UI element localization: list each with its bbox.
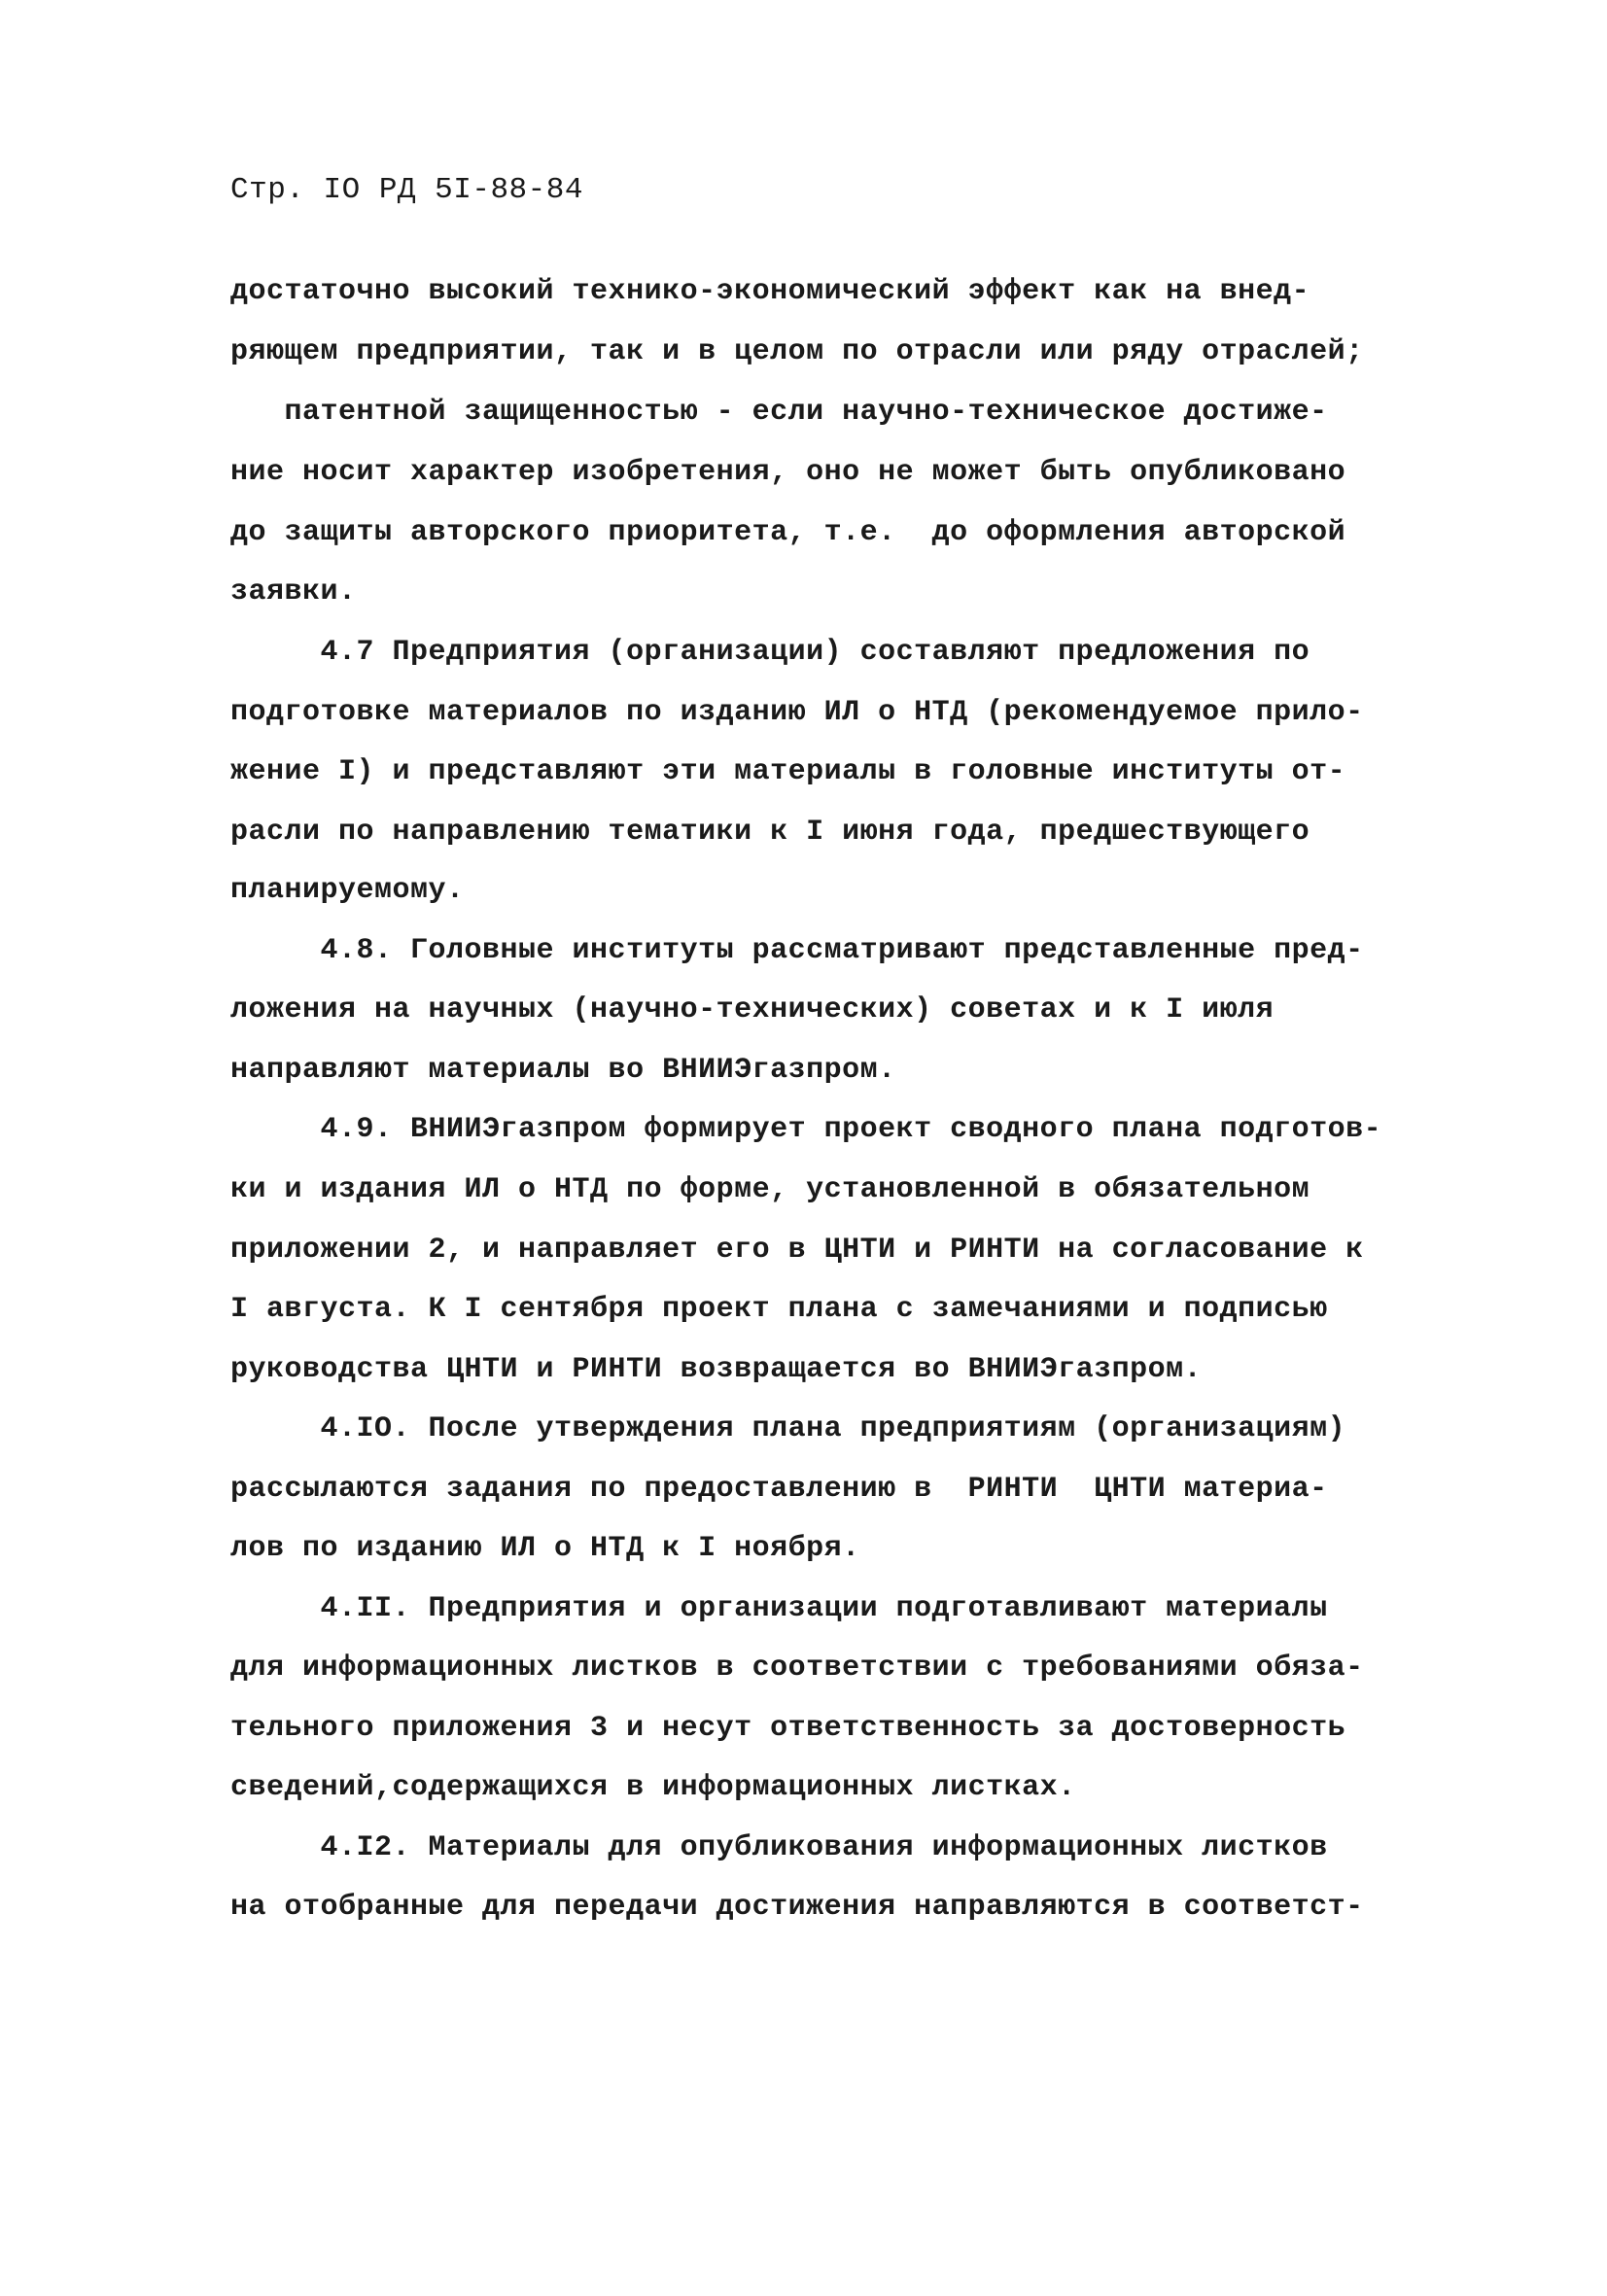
text-line: I августа. К I сентября проект плана с замечаниями и подписью	[230, 1293, 1328, 1326]
text-line: лов по изданию ИЛ о НТД к I ноября.	[230, 1532, 860, 1565]
text-line: заявки.	[230, 575, 357, 609]
text-line: сведений,содержащихся в информационных листках.	[230, 1771, 1076, 1804]
text-line: 4.7 Предприятия (организации) составляют предложения по	[230, 636, 1310, 669]
text-line: ние носит характер изобретения, оно не может быть опубликовано	[230, 456, 1346, 489]
text-line: до защиты авторского приоритета, т.е. до оформления авторской	[230, 516, 1346, 549]
text-line: рассылаются задания по предоставлению в РИНТИ ЦНТИ материа-	[230, 1473, 1328, 1506]
text-line: 4.II. Предприятия и организации подготавливают материалы	[230, 1592, 1328, 1625]
text-line: расли по направлению тематики к I июня года, предшествующего	[230, 816, 1310, 849]
text-line: направляют материалы во ВНИИЭгазпром.	[230, 1054, 896, 1087]
text-line: подготовке материалов по изданию ИЛ о НТД (рекомендуемое прило-	[230, 696, 1364, 729]
text-line: на отобранные для передачи достижения направляются в соответст-	[230, 1891, 1364, 1924]
text-line: тельного приложения 3 и несут ответственность за достоверность	[230, 1712, 1346, 1745]
text-line: патентной защищенностью - если научно-техническое достиже-	[230, 396, 1328, 429]
text-line: жение I) и представляют эти материалы в головные институты от-	[230, 755, 1346, 788]
text-line: достаточно высокий технико-экономический эффект как на внед-	[230, 275, 1310, 308]
text-line: для информационных листков в соответствии с требованиями обяза-	[230, 1652, 1364, 1685]
text-line: руководства ЦНТИ и РИНТИ возвращается во ВНИИЭгазпром.	[230, 1353, 1203, 1386]
text-line: 4.9. ВНИИЭгазпром формирует проект сводного плана подготов-	[230, 1113, 1382, 1146]
page-header: Стр. IO РД 5I-88-84	[230, 173, 583, 207]
text-line: ки и издания ИЛ о НТД по форме, установленной в обязательном	[230, 1173, 1310, 1206]
text-line: 4.8. Головные институты рассматривают представленные пред-	[230, 934, 1364, 967]
text-line: ложения на научных (научно-технических) советах и к I июля	[230, 993, 1275, 1026]
text-line: 4.I2. Материалы для опубликования информационных листков	[230, 1831, 1328, 1864]
text-line: ряющем предприятии, так и в целом по отрасли или ряду отраслей;	[230, 335, 1364, 368]
text-line: планируемому.	[230, 874, 465, 907]
text-line: 4.IO. После утверждения плана предприятиям (организациям)	[230, 1412, 1346, 1445]
text-line: приложении 2, и направляет его в ЦНТИ и РИНТИ на согласование к	[230, 1234, 1364, 1267]
